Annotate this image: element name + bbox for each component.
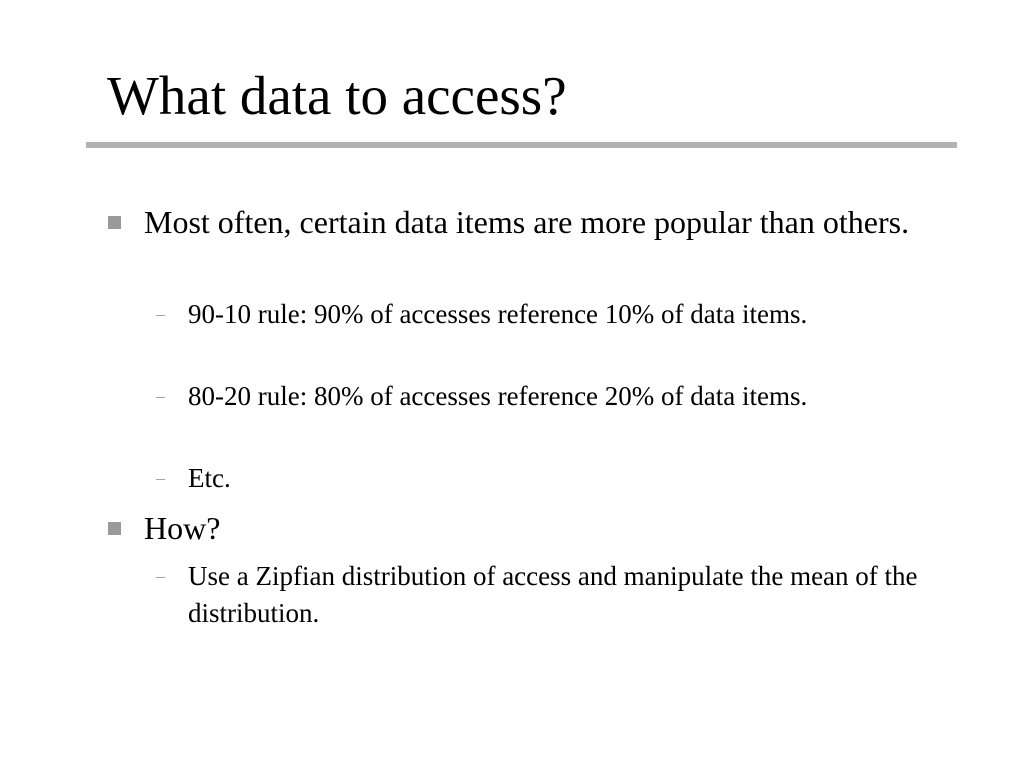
bullet-item-popular-data <box>144 201 934 244</box>
square-bullet-icon <box>108 522 121 535</box>
dash-bullet-icon: – <box>156 304 165 324</box>
sub-bullet-item-zipfian <box>156 558 958 632</box>
sub-bullet-text: 80-20 rule: 80% of accesses reference 20% of data items. <box>188 381 808 411</box>
sub-bullet-text: 90-10 rule: 90% of accesses reference 10% of data items. <box>188 299 808 329</box>
bullet-text: Most often, certain data items are more popular than others. <box>144 204 910 240</box>
title-divider <box>86 142 957 148</box>
dash-bullet-icon: – <box>156 566 165 586</box>
sub-bullet-item-80-20-rule <box>156 378 958 415</box>
dash-bullet-icon: – <box>156 386 165 406</box>
bullet-item-how <box>144 507 934 550</box>
slide-title: What data to access? <box>107 65 567 126</box>
sub-bullet-item-90-10-rule <box>156 296 958 333</box>
dash-bullet-icon: – <box>156 468 165 488</box>
sub-bullet-text: Use a Zipfian distribution of access and manipulate the mean of the distribution. <box>188 561 918 628</box>
bullet-text: How? <box>144 510 221 546</box>
square-bullet-icon <box>108 216 121 229</box>
sub-bullet-item-etc <box>156 460 958 497</box>
sub-bullet-text: Etc. <box>188 463 231 493</box>
